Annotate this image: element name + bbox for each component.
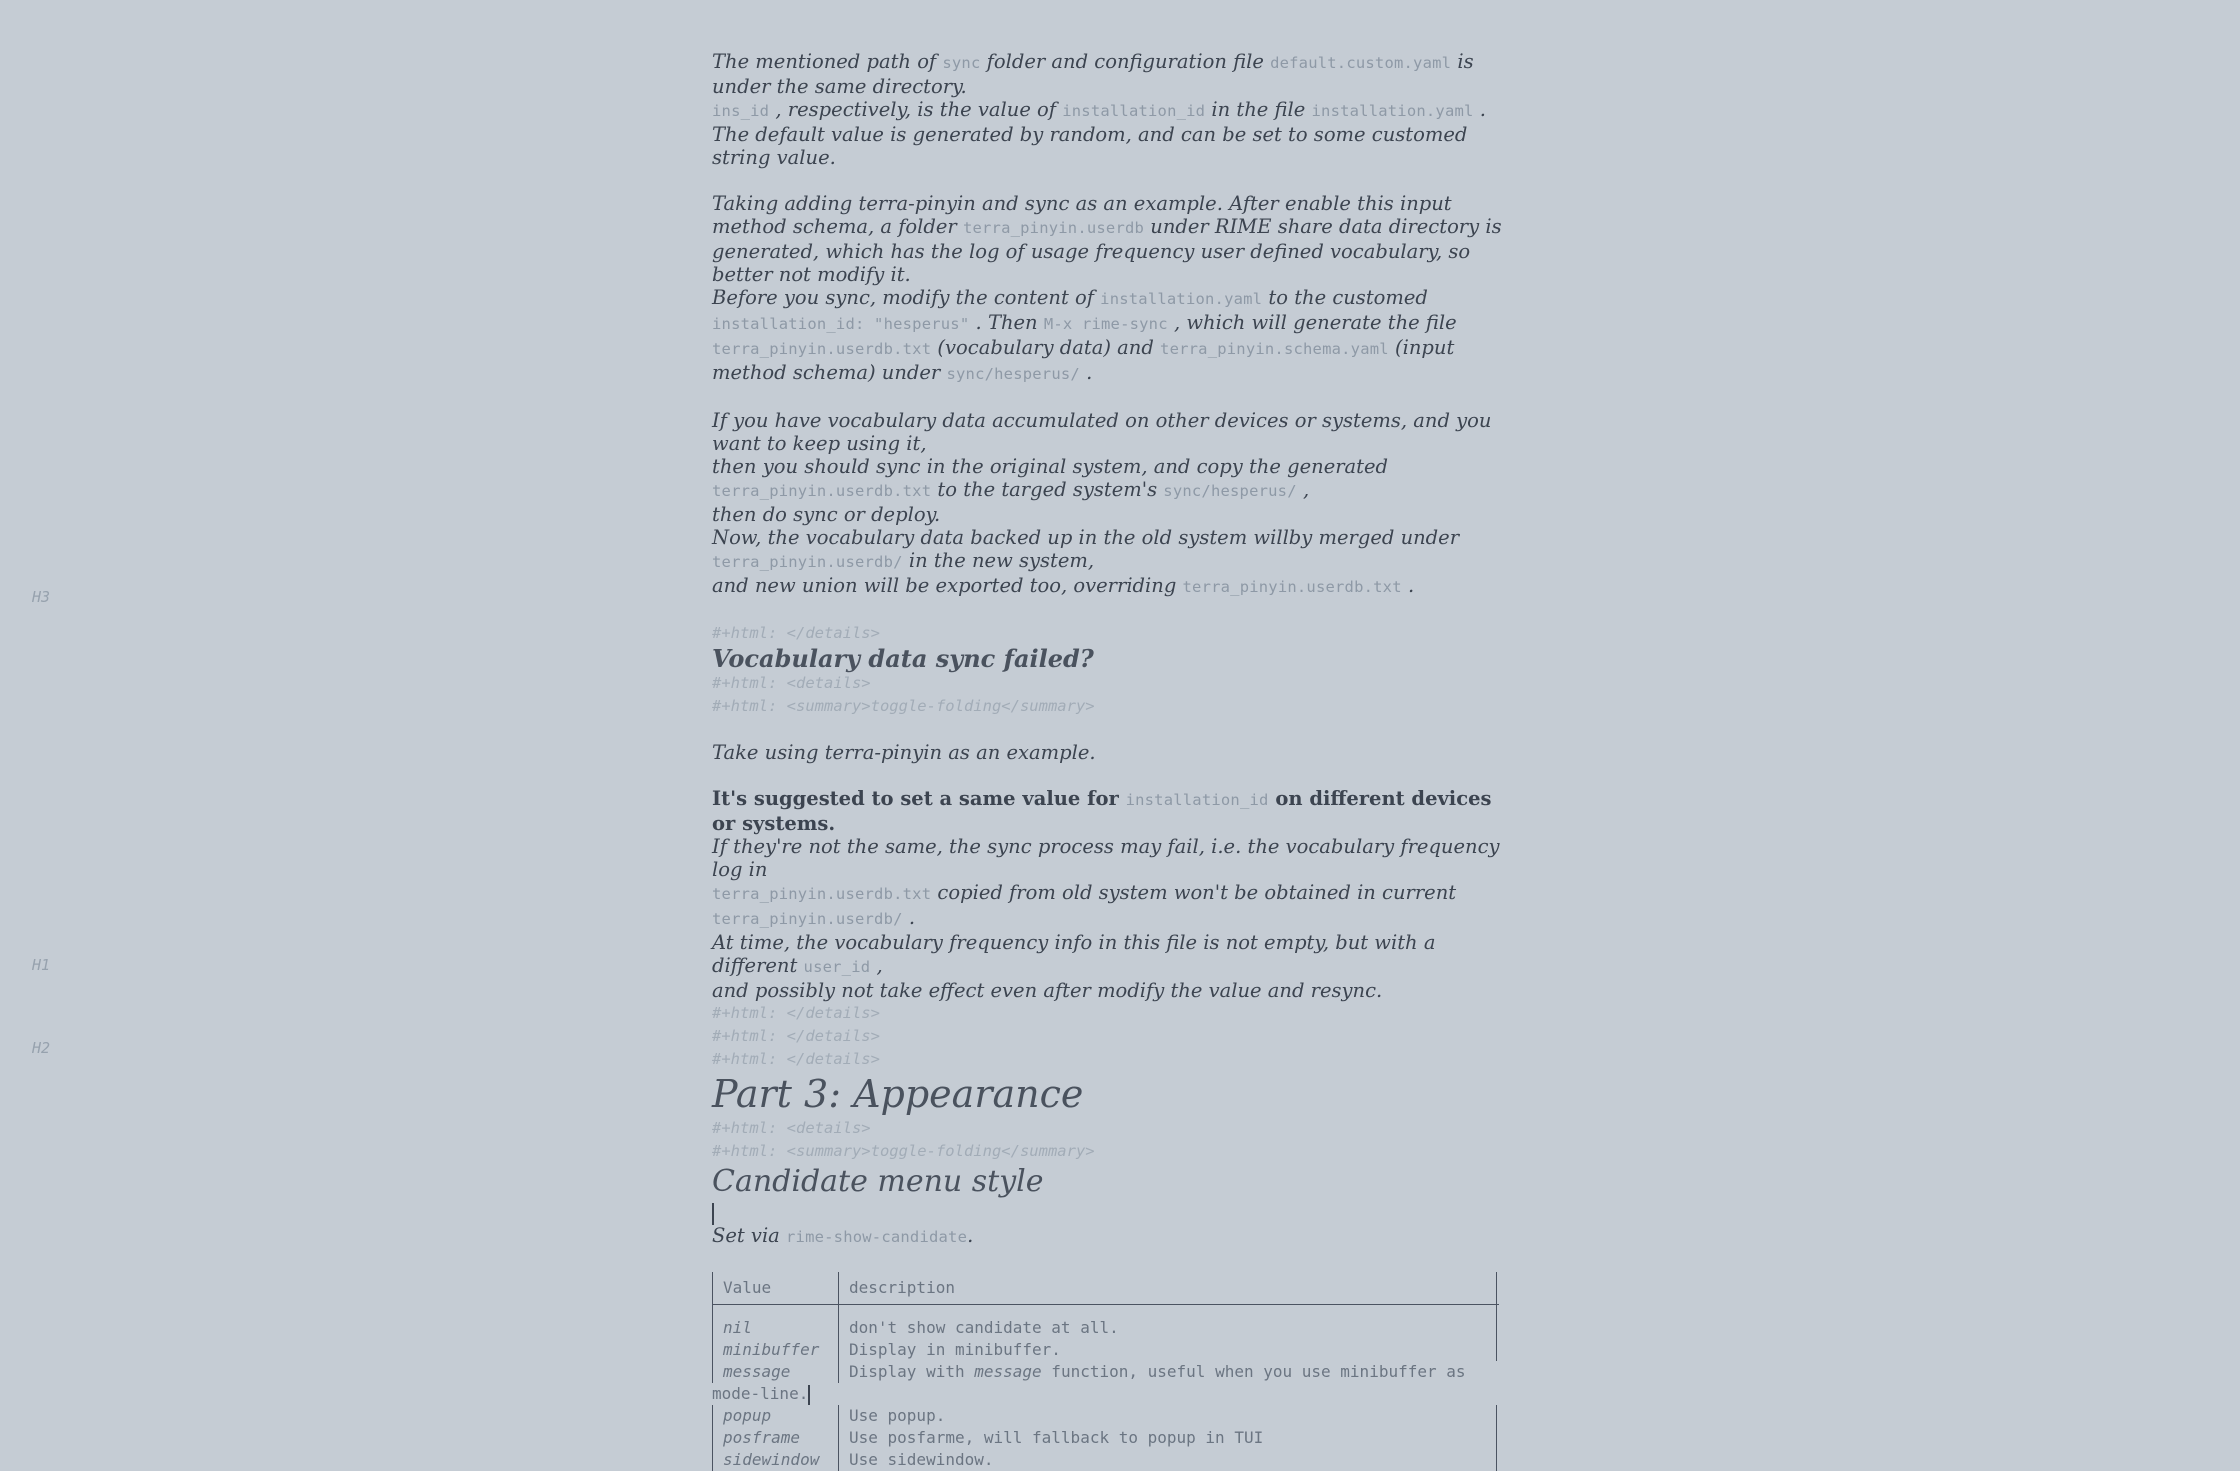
paragraph-installation-id-advice: It's suggested to set a same value for installation_id on different devices or systems. If they're not the same, the sync process may fail, i.e. the vocabulary frequency log in terra_pinyin.userdb.txt copied from old system won't be obtained in current terra_pinyin.userdb/ . At time, the vocabulary frequency info in this file is not empty, but with a different user_id , and possibly not take effect even after modify the value and resync.	[712, 787, 1500, 1002]
html-summary-marker: #+html: <summary>toggle-folding</summary>	[712, 697, 1095, 715]
table-cell-description: Use popup.	[839, 1405, 1497, 1427]
html-details-close-marker: #+html: </details>	[712, 1050, 880, 1068]
html-details-close-marker: #+html: </details>	[712, 1004, 880, 1022]
text-cursor	[808, 1385, 810, 1405]
heading-level-tag-h3: H3	[32, 588, 51, 606]
table-row	[712, 1317, 1502, 1339]
table-header-row	[712, 1272, 1502, 1304]
table-cell-description: Use sidewindow.	[839, 1449, 1497, 1471]
heading-level-tag-h2: H2	[32, 1039, 51, 1057]
text-cursor	[712, 1203, 714, 1225]
paragraph-set-via: Set via rime-show-candidate.	[712, 1224, 974, 1247]
table-header-cell: description	[839, 1272, 1497, 1304]
table-row	[712, 1405, 1502, 1427]
heading-part-3-appearance: Part 3: Appearance	[712, 1072, 1084, 1116]
table-row	[712, 1427, 1502, 1449]
table-cell-description: Display in minibuffer.	[839, 1339, 1497, 1361]
editor-buffer[interactable]	[712, 50, 1502, 1471]
table-cell-description: Use posfarme, will fallback to popup in TUI	[839, 1427, 1497, 1449]
table-row	[712, 1361, 1502, 1383]
heading-candidate-menu-style: Candidate menu style	[712, 1164, 1044, 1199]
table-row	[712, 1449, 1502, 1471]
table-cell-value: posframe	[712, 1427, 839, 1449]
table-row-wrap: mode-line.	[712, 1384, 809, 1403]
html-details-open-marker: #+html: <details>	[712, 1119, 871, 1137]
cursor-line[interactable]	[712, 1201, 1502, 1224]
table-cell-description: don't show candidate at all.	[839, 1317, 1497, 1339]
heading-level-tag-h1: H1	[32, 956, 51, 974]
paragraph-sync-path: The mentioned path of sync folder and configuration file default.custom.yaml is under the same directory. ins_id , respectively, is the value of installation_id in the file installation.yaml . The default value is generated by random, and can be set to some customed string value.	[712, 50, 1486, 169]
html-details-close-marker: #+html: </details>	[712, 624, 880, 642]
table-header-cell: Value	[712, 1272, 839, 1304]
table-cell-value: nil	[712, 1317, 839, 1339]
html-details-close-marker: #+html: </details>	[712, 1027, 880, 1045]
candidate-style-table	[712, 1272, 1502, 1471]
table-cell-value: sidewindow	[712, 1449, 839, 1471]
html-summary-marker: #+html: <summary>toggle-folding</summary>	[712, 1142, 1095, 1160]
table-cell-value: popup	[712, 1405, 839, 1427]
table-row	[712, 1339, 1502, 1361]
paragraph-migrate-vocabulary: If you have vocabulary data accumulated on other devices or systems, and you want to keep using it, then you should sync in the original system, and copy the generated terra_pinyin.userdb.txt to the targed system's sync/hesperus/ , then do sync or deploy. Now, the vocabulary data backed up in the old system willby merged under terra_pinyin.userdb/ in the new system, and new union will be exported too, overriding terra_pinyin.userdb.txt .	[712, 409, 1492, 597]
html-details-open-marker: #+html: <details>	[712, 674, 871, 692]
table-cell-description: Display with message function, useful when you use minibuffer as	[849, 1362, 1466, 1381]
heading-sync-failed: Vocabulary data sync failed?	[712, 644, 1094, 673]
table-cell-value: minibuffer	[712, 1339, 839, 1361]
table-cell-value: message	[712, 1361, 839, 1383]
paragraph-terra-pinyin-example: Taking adding terra-pinyin and sync as an example. After enable this input method schema, a folder terra_pinyin.userdb under RIME share data directory is generated, which has the log of usage frequency user defined vocabulary, so better not modify it. Before you sync, modify the content of installation.yaml to the customed installation_id: "hesperus" . Then M-x rime-sync , which will generate the file terra_pinyin.userdb.txt (vocabulary data) and terra_pinyin.schema.yaml (input method schema) under sync/hesperus/ .	[712, 192, 1502, 384]
paragraph-take-example: Take using terra-pinyin as an example.	[712, 741, 1096, 764]
